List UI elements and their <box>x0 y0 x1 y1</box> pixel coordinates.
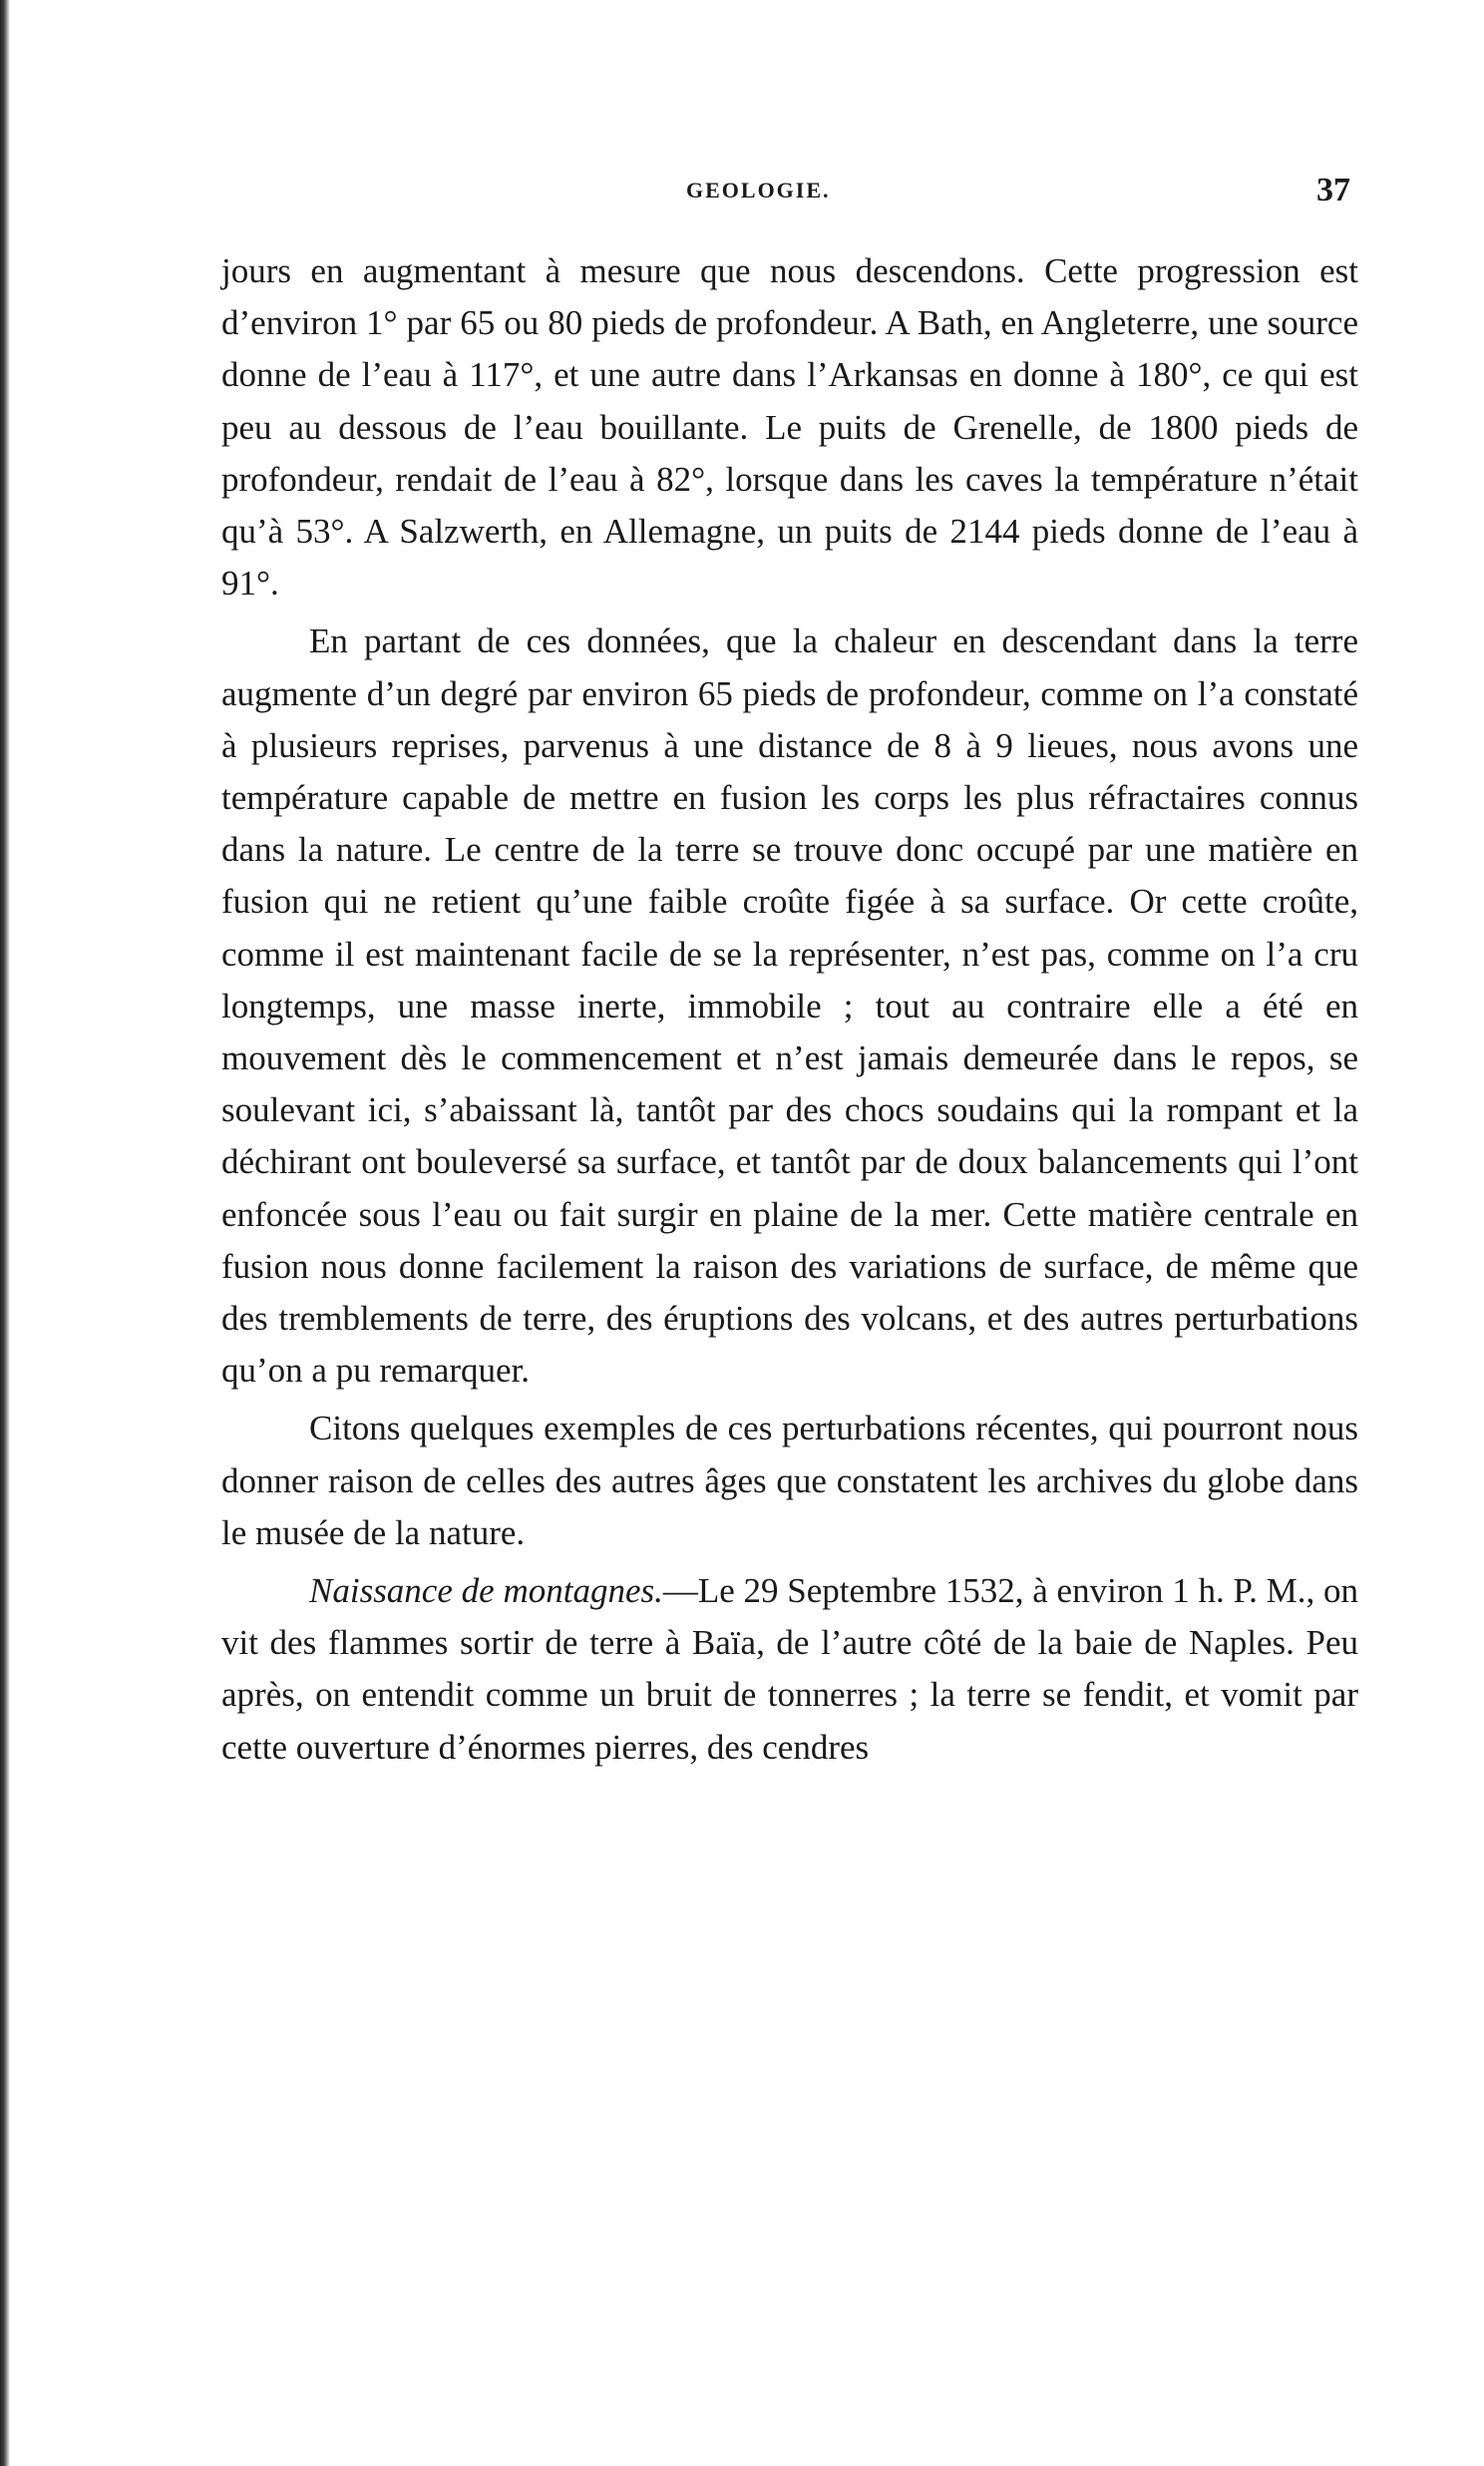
paragraph-continuation: jours en augmentant à mesure que nous descendons. Cette progression est d’environ 1° par 65 ou 80 pieds de profondeur. A Bath, en Angleterre, une source donne de l’eau à 117°, et une autre dans l’Arkansas en donne à 180°, ce qui est peu au dessous de l’eau bouillante. Le puits de Grenelle, de 1800 pieds de profondeur, rendait de l’eau à 82°, lorsque dans les caves la température n’était qu’à 53°. A Salzwerth, en Allemagne, un puits de 2144 pieds donne de l’eau à 91°. <box>221 251 1358 604</box>
paragraph-naissance-text: —Le 29 Septembre 1532, à environ 1 h. P. M., on vit des flammes sortir de terre à Baïa, de l’autre côté de la baie de Naples. Peu après, on entendit comme un bruit de tonnerres ; la terre se fendit, et vomit par cette ouverture d’énormes pierres, des cendres <box>221 1571 1358 1767</box>
running-title: GEOLOGIE. <box>686 178 831 203</box>
page-number: 37 <box>1316 172 1350 208</box>
binding-edge <box>0 0 10 2466</box>
body-text <box>221 245 1358 1780</box>
section-run-in-heading: Naissance de montagnes. <box>309 1571 663 1611</box>
paragraph-naissance-de-montagnes <box>221 1565 1358 1774</box>
paragraph-examples-intro: Citons quelques exemples de ces perturbations récentes, qui pourront nous donner raison de celles des autres âges que constatent les archives du globe dans le musée de la nature. <box>221 1409 1358 1552</box>
running-head <box>219 172 1356 217</box>
paragraph-central-heat: En partant de ces données, que la chaleur en descendant dans la terre augmente d’un degré par environ 65 pieds de profondeur, comme on l’a constaté à plusieurs reprises, parvenus à une distance de 8 à 9 lieues, nous avons une température capable de mettre en fusion les corps les plus réfractaires connus dans la nature. Le centre de la terre se trouve donc occupé par une matière en fusion qui ne retient qu’une faible croûte figée à sa surface. Or cette croûte, comme il est maintenant facile de se la représenter, n’est pas, comme on l’a cru longtemps, une masse inerte, immobile ; tout au contraire elle a été en mouvement dès le commencement et n’est jamais demeurée dans le repos, se soulevant ici, s’abaissant là, tantôt par des chocs soudains qui la rompant et la déchirant ont bouleversé sa surface, et tantôt par de doux balancements qui l’ont enfoncée sous l’eau ou fait surgir en plaine de la mer. Cette matière centrale en fusion nous donne facilement la raison des variations de surface, de même que des tremblements de terre, des éruptions des volcans, et des autres perturbations qu’on a pu remarquer. <box>221 621 1358 1391</box>
